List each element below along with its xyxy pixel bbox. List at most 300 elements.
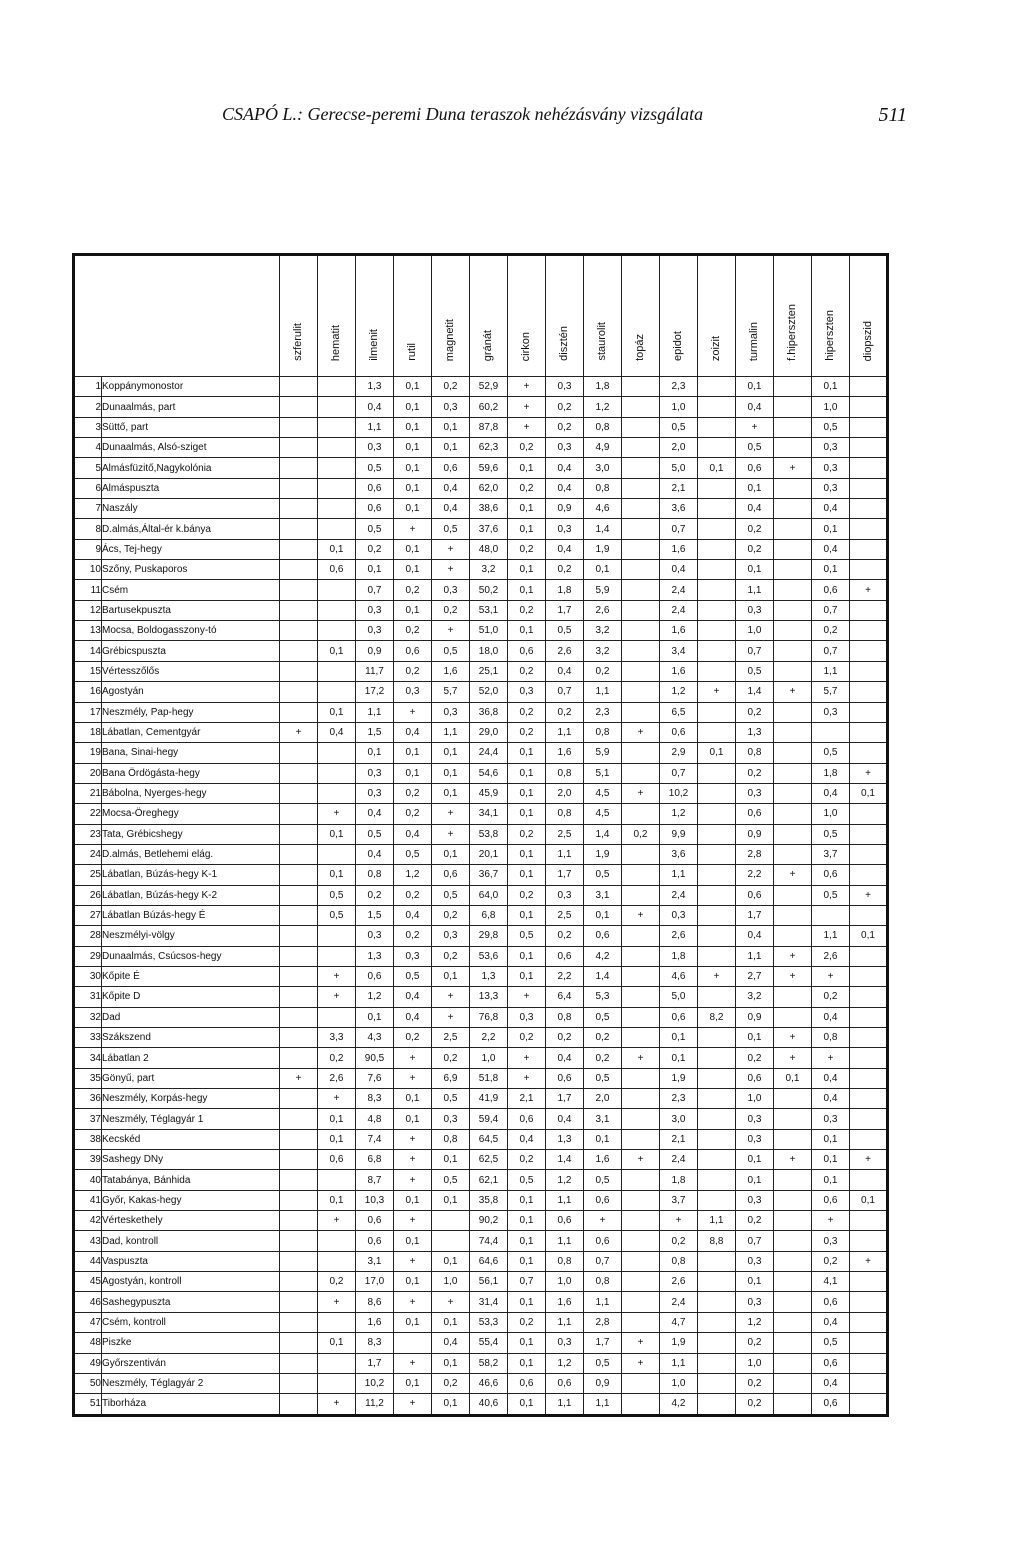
mineral-value xyxy=(622,743,660,763)
mineral-value: 0,1 xyxy=(394,539,432,559)
sample-location: Gönyű, part xyxy=(102,1068,280,1088)
mineral-value: + xyxy=(850,1251,888,1271)
mineral-value xyxy=(280,1109,318,1129)
mineral-value: 0,5 xyxy=(432,641,470,661)
mineral-value: 1,0 xyxy=(660,1373,698,1393)
mineral-value: 2,0 xyxy=(584,1089,622,1109)
mineral-value: 90,5 xyxy=(356,1048,394,1068)
mineral-value: 0,4 xyxy=(432,1333,470,1353)
mineral-value: + xyxy=(508,1048,546,1068)
mineral-value xyxy=(850,539,888,559)
mineral-value: 1,1 xyxy=(546,722,584,742)
mineral-value: 0,1 xyxy=(698,458,736,478)
mineral-value: 87,8 xyxy=(470,417,508,437)
sample-location: Neszmélyi-völgy xyxy=(102,926,280,946)
mineral-value: 0,5 xyxy=(736,438,774,458)
mineral-value xyxy=(394,1333,432,1353)
mineral-value: 0,2 xyxy=(394,885,432,905)
row-number: 4 xyxy=(74,438,102,458)
mineral-value: 0,2 xyxy=(736,1333,774,1353)
mineral-value: 0,6 xyxy=(356,499,394,519)
column-header xyxy=(280,255,318,377)
mineral-value xyxy=(280,824,318,844)
mineral-value: 0,6 xyxy=(508,1109,546,1129)
mineral-value: 1,3 xyxy=(546,1129,584,1149)
mineral-value: 4,9 xyxy=(584,438,622,458)
mineral-value xyxy=(622,966,660,986)
table-row xyxy=(74,600,888,620)
mineral-value xyxy=(850,1170,888,1190)
mineral-value xyxy=(622,438,660,458)
row-number: 32 xyxy=(74,1007,102,1027)
mineral-value: 53,3 xyxy=(470,1312,508,1332)
mineral-value: 0,1 xyxy=(508,946,546,966)
mineral-value: 35,8 xyxy=(470,1190,508,1210)
mineral-value: 3,6 xyxy=(660,844,698,864)
mineral-value xyxy=(774,560,812,580)
row-number: 35 xyxy=(74,1068,102,1088)
table-row xyxy=(74,905,888,925)
mineral-value xyxy=(774,885,812,905)
mineral-value: 24,4 xyxy=(470,743,508,763)
column-header-label: rutil xyxy=(406,343,418,361)
mineral-value: 2,6 xyxy=(812,946,850,966)
mineral-value: 1,2 xyxy=(394,865,432,885)
mineral-value xyxy=(850,865,888,885)
mineral-value: 17,0 xyxy=(356,1272,394,1292)
sample-location: Lábatlan, Búzás-hegy K-2 xyxy=(102,885,280,905)
mineral-value xyxy=(774,1394,812,1415)
mineral-value xyxy=(774,905,812,925)
column-header xyxy=(584,255,622,377)
running-header xyxy=(222,104,907,134)
mineral-value: 0,2 xyxy=(736,702,774,722)
mineral-value: 0,4 xyxy=(812,1312,850,1332)
mineral-value: 0,6 xyxy=(508,1373,546,1393)
mineral-value: 1,1 xyxy=(546,844,584,864)
mineral-value xyxy=(622,661,660,681)
mineral-value xyxy=(774,926,812,946)
column-header xyxy=(736,255,774,377)
row-number: 33 xyxy=(74,1028,102,1048)
row-number: 14 xyxy=(74,641,102,661)
mineral-value: 0,2 xyxy=(546,702,584,722)
mineral-value: 0,1 xyxy=(508,621,546,641)
mineral-value: 0,4 xyxy=(546,661,584,681)
mineral-value: 0,6 xyxy=(432,458,470,478)
mineral-value: 1,1 xyxy=(356,417,394,437)
mineral-value: 0,5 xyxy=(660,417,698,437)
mineral-value: 0,6 xyxy=(356,478,394,498)
mineral-value: + xyxy=(432,824,470,844)
mineral-value: 1,1 xyxy=(546,1231,584,1251)
mineral-value xyxy=(850,905,888,925)
column-header xyxy=(470,255,508,377)
mineral-value: 0,1 xyxy=(394,1231,432,1251)
mineral-value xyxy=(698,1272,736,1292)
row-number: 44 xyxy=(74,1251,102,1271)
mineral-value: + xyxy=(318,1089,356,1109)
mineral-value: 0,2 xyxy=(508,661,546,681)
mineral-value xyxy=(850,824,888,844)
mineral-value: 3,1 xyxy=(584,1109,622,1129)
mineral-value xyxy=(850,417,888,437)
sample-location: D.almás, Betlehemi elág. xyxy=(102,844,280,864)
mineral-value xyxy=(622,1170,660,1190)
row-number: 43 xyxy=(74,1231,102,1251)
mineral-value: 3,1 xyxy=(356,1251,394,1271)
mineral-value xyxy=(280,905,318,925)
mineral-value xyxy=(850,438,888,458)
mineral-value xyxy=(622,1109,660,1129)
mineral-value: 3,4 xyxy=(660,641,698,661)
row-number: 24 xyxy=(74,844,102,864)
mineral-value xyxy=(280,438,318,458)
header-corner xyxy=(74,255,280,377)
mineral-value xyxy=(622,1231,660,1251)
mineral-value xyxy=(622,417,660,437)
table-row xyxy=(74,1170,888,1190)
sample-location: Kőpite É xyxy=(102,966,280,986)
table-row xyxy=(74,580,888,600)
mineral-value: 0,3 xyxy=(356,926,394,946)
mineral-value xyxy=(698,377,736,397)
mineral-value: 53,8 xyxy=(470,824,508,844)
mineral-value: 0,1 xyxy=(850,926,888,946)
mineral-value xyxy=(774,763,812,783)
mineral-value: 3,1 xyxy=(584,885,622,905)
sample-location: Agostyán xyxy=(102,682,280,702)
mineral-value: 0,3 xyxy=(736,1251,774,1271)
mineral-value: 6,5 xyxy=(660,702,698,722)
mineral-value: 1,3 xyxy=(356,377,394,397)
mineral-value: 0,2 xyxy=(508,600,546,620)
mineral-value xyxy=(774,1312,812,1332)
mineral-value: 0,4 xyxy=(546,458,584,478)
mineral-value: 36,8 xyxy=(470,702,508,722)
mineral-value: 62,3 xyxy=(470,438,508,458)
mineral-value: 1,7 xyxy=(546,1089,584,1109)
sample-location: Neszmély, Korpás-hegy xyxy=(102,1089,280,1109)
mineral-value xyxy=(280,580,318,600)
mineral-value: 0,3 xyxy=(432,926,470,946)
mineral-value: 58,2 xyxy=(470,1353,508,1373)
mineral-value: 0,3 xyxy=(736,600,774,620)
mineral-value: 1,0 xyxy=(812,804,850,824)
mineral-value: 1,5 xyxy=(356,722,394,742)
mineral-value xyxy=(280,621,318,641)
mineral-value xyxy=(850,499,888,519)
mineral-value: + xyxy=(432,539,470,559)
mineral-value: 2,4 xyxy=(660,580,698,600)
mineral-value xyxy=(622,926,660,946)
mineral-value: 0,1 xyxy=(318,1333,356,1353)
mineral-value: 64,6 xyxy=(470,1251,508,1271)
mineral-value: 1,8 xyxy=(584,377,622,397)
row-number: 34 xyxy=(74,1048,102,1068)
mineral-value xyxy=(850,1007,888,1027)
header-title xyxy=(222,104,703,125)
mineral-value: 0,1 xyxy=(394,499,432,519)
column-header xyxy=(660,255,698,377)
mineral-value xyxy=(774,661,812,681)
mineral-value: 0,7 xyxy=(660,763,698,783)
mineral-value: 0,3 xyxy=(812,1231,850,1251)
mineral-value xyxy=(850,397,888,417)
mineral-value: 0,1 xyxy=(508,1211,546,1231)
mineral-value xyxy=(774,539,812,559)
mineral-value: 0,2 xyxy=(394,661,432,681)
mineral-value: 0,2 xyxy=(812,987,850,1007)
column-header-label: hematit xyxy=(330,324,342,361)
row-number: 31 xyxy=(74,987,102,1007)
mineral-value: 0,6 xyxy=(736,458,774,478)
mineral-value: 0,4 xyxy=(394,1007,432,1027)
mineral-value: + xyxy=(850,885,888,905)
table-row xyxy=(74,865,888,885)
mineral-value: 51,8 xyxy=(470,1068,508,1088)
mineral-value xyxy=(774,1251,812,1271)
mineral-value: + xyxy=(622,1333,660,1353)
mineral-value: + xyxy=(774,682,812,702)
mineral-value: 29,0 xyxy=(470,722,508,742)
mineral-value: 8,3 xyxy=(356,1089,394,1109)
sample-location: Vértesszőlős xyxy=(102,661,280,681)
mineral-value: 0,5 xyxy=(584,1007,622,1027)
mineral-value: 53,6 xyxy=(470,946,508,966)
mineral-value: 2,2 xyxy=(470,1028,508,1048)
mineral-value: + xyxy=(318,804,356,824)
row-number: 29 xyxy=(74,946,102,966)
mineral-value: 0,5 xyxy=(318,885,356,905)
mineral-value: 0,2 xyxy=(812,621,850,641)
mineral-value: 0,3 xyxy=(394,946,432,966)
mineral-value: 0,1 xyxy=(736,377,774,397)
mineral-value: 6,4 xyxy=(546,987,584,1007)
mineral-value xyxy=(622,519,660,539)
mineral-value xyxy=(280,560,318,580)
mineral-value: 1,0 xyxy=(736,621,774,641)
mineral-value: 0,6 xyxy=(812,1292,850,1312)
mineral-value xyxy=(280,946,318,966)
mineral-value xyxy=(698,1068,736,1088)
column-header xyxy=(432,255,470,377)
mineral-value: 4,5 xyxy=(584,783,622,803)
mineral-value: 0,4 xyxy=(394,824,432,844)
mineral-value xyxy=(318,682,356,702)
mineral-value: 0,2 xyxy=(584,1028,622,1048)
mineral-value: 0,4 xyxy=(394,987,432,1007)
heavy-mineral-table xyxy=(72,253,889,1417)
mineral-value: 0,6 xyxy=(660,722,698,742)
mineral-value: 0,2 xyxy=(508,885,546,905)
mineral-value: 0,6 xyxy=(812,1190,850,1210)
mineral-value: 1,7 xyxy=(546,600,584,620)
mineral-value xyxy=(432,1231,470,1251)
table-row xyxy=(74,499,888,519)
mineral-value: 8,2 xyxy=(698,1007,736,1027)
mineral-value: 0,1 xyxy=(394,1109,432,1129)
mineral-value xyxy=(698,1089,736,1109)
row-number: 27 xyxy=(74,905,102,925)
mineral-value xyxy=(280,641,318,661)
mineral-value xyxy=(774,621,812,641)
mineral-value: 0,1 xyxy=(394,763,432,783)
mineral-value: 6,9 xyxy=(432,1068,470,1088)
mineral-value xyxy=(774,1129,812,1149)
mineral-value: 0,6 xyxy=(546,1373,584,1393)
mineral-value xyxy=(622,987,660,1007)
mineral-value xyxy=(698,560,736,580)
table-row xyxy=(74,1394,888,1415)
mineral-value xyxy=(280,763,318,783)
mineral-value: + xyxy=(394,1068,432,1088)
mineral-value: 2,6 xyxy=(546,641,584,661)
mineral-value xyxy=(698,397,736,417)
mineral-value: 2,1 xyxy=(660,1129,698,1149)
mineral-value: 37,6 xyxy=(470,519,508,539)
mineral-value: + xyxy=(318,1292,356,1312)
mineral-value: + xyxy=(812,966,850,986)
mineral-value: 0,1 xyxy=(508,966,546,986)
mineral-value: 0,4 xyxy=(736,926,774,946)
mineral-value: 0,3 xyxy=(356,621,394,641)
mineral-value xyxy=(850,966,888,986)
row-number: 17 xyxy=(74,702,102,722)
mineral-value xyxy=(432,1211,470,1231)
mineral-value xyxy=(280,478,318,498)
mineral-value xyxy=(850,702,888,722)
mineral-value: 0,4 xyxy=(356,397,394,417)
mineral-value xyxy=(280,1272,318,1292)
mineral-value: 0,2 xyxy=(736,763,774,783)
mineral-value xyxy=(318,397,356,417)
mineral-value xyxy=(318,1251,356,1271)
mineral-value: 0,1 xyxy=(318,702,356,722)
mineral-value: 0,1 xyxy=(432,743,470,763)
row-number: 12 xyxy=(74,600,102,620)
mineral-value xyxy=(812,722,850,742)
mineral-value xyxy=(698,641,736,661)
mineral-value: 0,3 xyxy=(736,783,774,803)
mineral-value: 0,6 xyxy=(356,966,394,986)
mineral-value xyxy=(774,743,812,763)
mineral-value: + xyxy=(280,1068,318,1088)
mineral-value: 0,4 xyxy=(508,1129,546,1149)
mineral-value xyxy=(774,1373,812,1393)
mineral-value xyxy=(622,1089,660,1109)
mineral-value xyxy=(698,1251,736,1271)
mineral-value xyxy=(280,1353,318,1373)
mineral-value: 0,8 xyxy=(546,763,584,783)
mineral-value: 3,6 xyxy=(660,499,698,519)
mineral-value: 45,9 xyxy=(470,783,508,803)
column-header xyxy=(774,255,812,377)
mineral-value: 1,8 xyxy=(812,763,850,783)
mineral-value: 0,1 xyxy=(508,1394,546,1415)
mineral-value: 0,4 xyxy=(812,1089,850,1109)
mineral-value: 0,4 xyxy=(394,722,432,742)
mineral-value: 0,8 xyxy=(584,722,622,742)
mineral-value: 0,3 xyxy=(356,783,394,803)
mineral-value: 0,1 xyxy=(394,1312,432,1332)
row-number: 46 xyxy=(74,1292,102,1312)
column-header xyxy=(622,255,660,377)
mineral-value: 0,4 xyxy=(432,499,470,519)
mineral-value: 1,9 xyxy=(660,1068,698,1088)
mineral-value: 2,4 xyxy=(660,1292,698,1312)
mineral-value: 0,4 xyxy=(546,1048,584,1068)
mineral-value: 0,5 xyxy=(432,1089,470,1109)
mineral-value: + xyxy=(508,417,546,437)
mineral-value: 4,2 xyxy=(660,1394,698,1415)
mineral-value xyxy=(774,641,812,661)
mineral-value: 11,7 xyxy=(356,661,394,681)
mineral-value: 0,5 xyxy=(508,926,546,946)
sample-location: Ács, Tej-hegy xyxy=(102,539,280,559)
mineral-value: 0,4 xyxy=(812,783,850,803)
mineral-value: 0,1 xyxy=(432,438,470,458)
mineral-value xyxy=(622,682,660,702)
mineral-value: 1,7 xyxy=(584,1333,622,1353)
mineral-value: 5,7 xyxy=(432,682,470,702)
mineral-value: 0,4 xyxy=(356,844,394,864)
sample-location: Bana Ördögásta-hegy xyxy=(102,763,280,783)
mineral-value xyxy=(850,682,888,702)
table-row xyxy=(74,743,888,763)
mineral-value xyxy=(774,722,812,742)
mineral-value: 0,8 xyxy=(660,1251,698,1271)
mineral-value: 0,1 xyxy=(508,1190,546,1210)
mineral-value: 1,5 xyxy=(356,905,394,925)
mineral-value: + xyxy=(774,966,812,986)
mineral-value xyxy=(280,499,318,519)
table-row xyxy=(74,661,888,681)
mineral-value xyxy=(318,621,356,641)
mineral-value: 0,2 xyxy=(736,1394,774,1415)
table-row xyxy=(74,824,888,844)
mineral-value: 1,2 xyxy=(356,987,394,1007)
mineral-value: 0,1 xyxy=(812,377,850,397)
mineral-value xyxy=(622,377,660,397)
table-row xyxy=(74,1068,888,1088)
mineral-value: 0,6 xyxy=(812,580,850,600)
mineral-value: 0,4 xyxy=(546,1109,584,1129)
mineral-value xyxy=(622,621,660,641)
mineral-value: + xyxy=(850,1150,888,1170)
mineral-value xyxy=(774,702,812,722)
mineral-value xyxy=(318,946,356,966)
mineral-value: 0,2 xyxy=(508,539,546,559)
mineral-value xyxy=(318,1231,356,1251)
mineral-value xyxy=(280,661,318,681)
mineral-value: 0,7 xyxy=(546,682,584,702)
mineral-value xyxy=(280,1170,318,1190)
mineral-value xyxy=(280,804,318,824)
table-row xyxy=(74,1373,888,1393)
sample-location: Kőpite D xyxy=(102,987,280,1007)
mineral-value: 62,5 xyxy=(470,1150,508,1170)
sample-location: Lábatlan, Búzás-hegy K-1 xyxy=(102,865,280,885)
mineral-value: 0,2 xyxy=(432,1048,470,1068)
row-number: 9 xyxy=(74,539,102,559)
mineral-value: 3,2 xyxy=(736,987,774,1007)
mineral-value: 0,2 xyxy=(356,539,394,559)
mineral-value: 55,4 xyxy=(470,1333,508,1353)
mineral-value: + xyxy=(774,946,812,966)
mineral-value: 0,7 xyxy=(812,600,850,620)
mineral-value xyxy=(774,1353,812,1373)
